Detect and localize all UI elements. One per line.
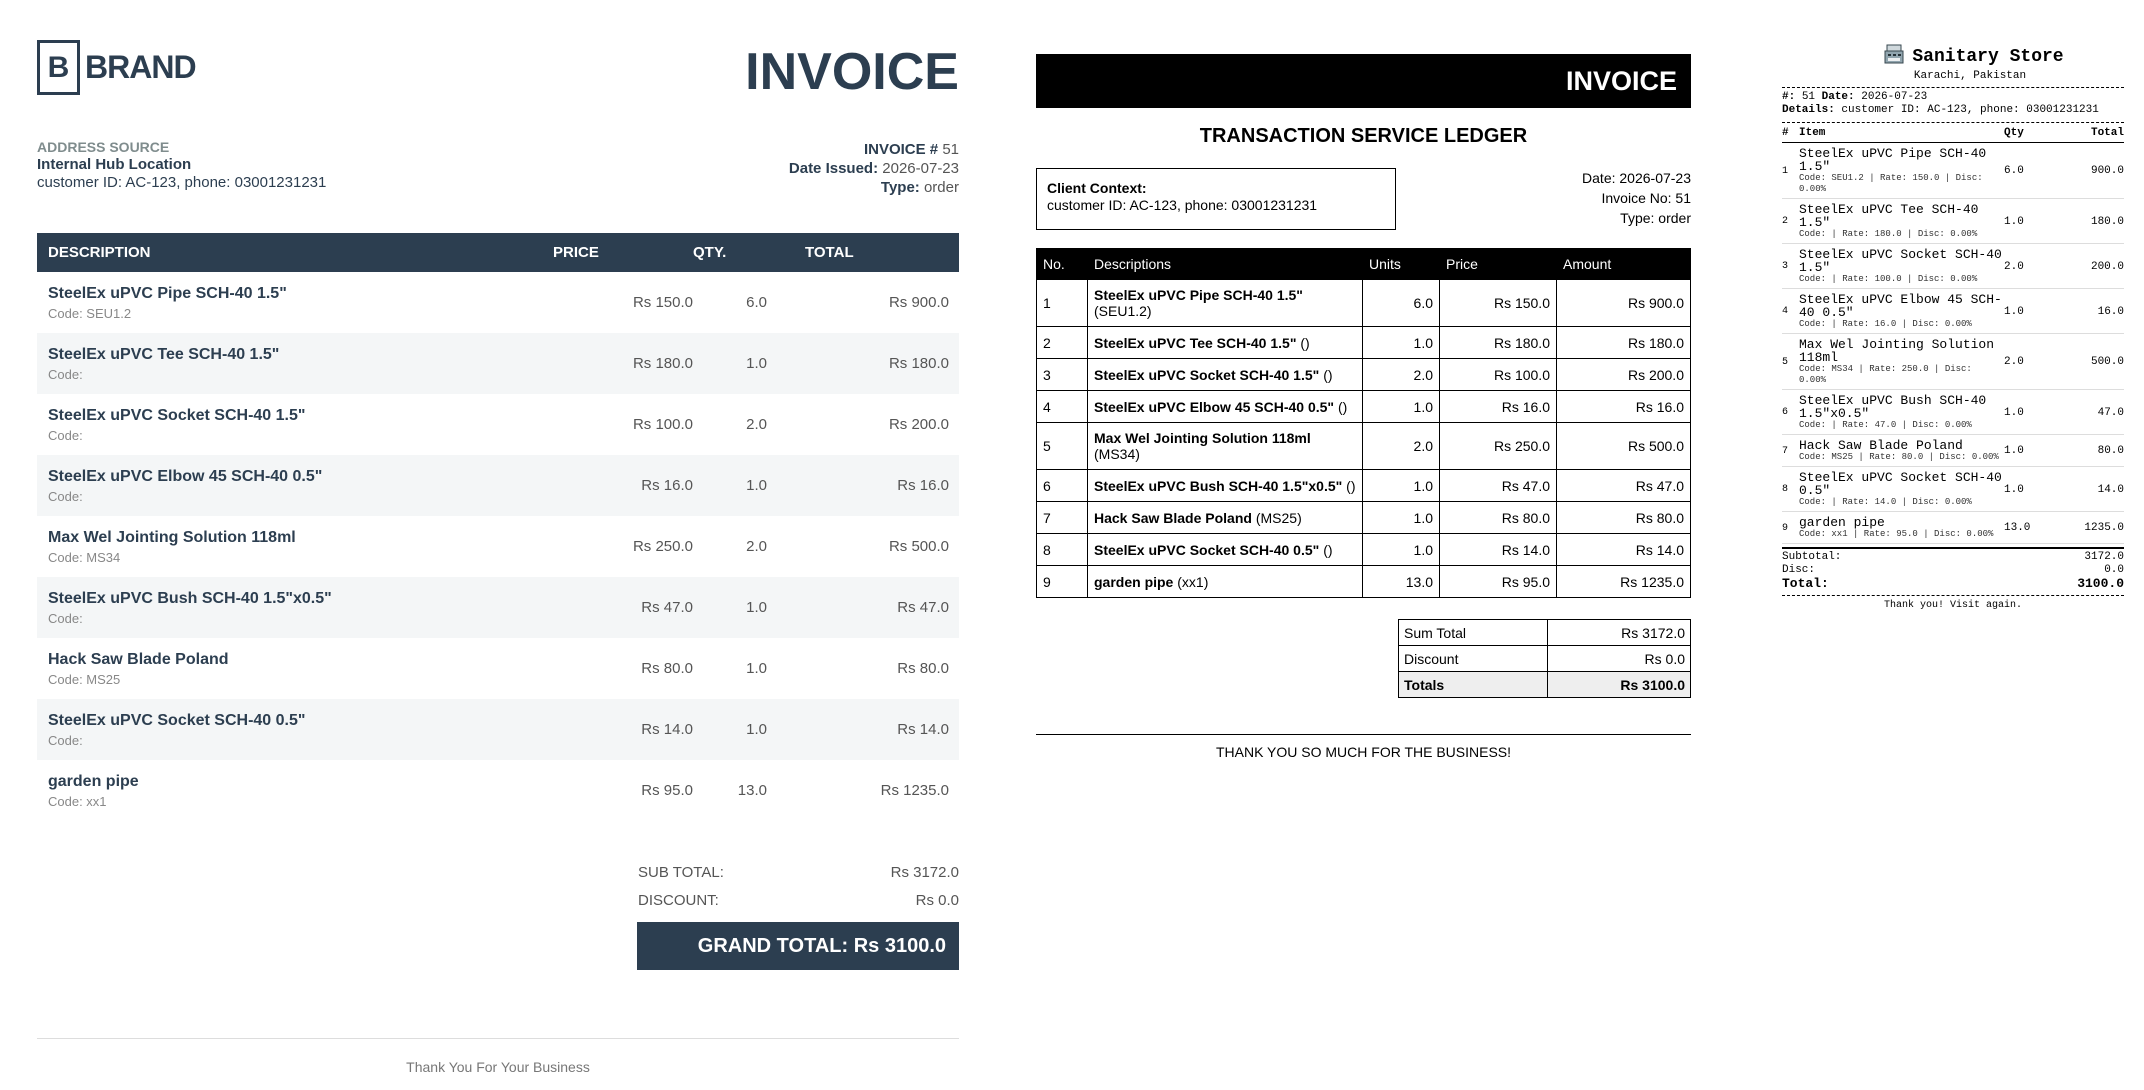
- table-row: [37, 333, 959, 394]
- item-qty: 2.0: [746, 416, 767, 433]
- item-qty: 1.0: [693, 455, 805, 516]
- item-name: SteelEx uPVC Pipe SCH-40 1.5": [1799, 146, 1987, 174]
- table-row: [37, 516, 959, 577]
- item-name: SteelEx uPVC Bush SCH-40 1.5"x0.5": [48, 589, 332, 607]
- item-amount: Rs 16.0: [1557, 391, 1691, 423]
- divider: [1782, 122, 2124, 123]
- ledger-type: Type: order: [1620, 210, 1691, 226]
- invoice-title: INVOICE: [745, 43, 959, 101]
- item-total: Rs 1235.0: [880, 782, 949, 799]
- item-name: SteelEx uPVC Elbow 45 SCH-40 0.5": [1094, 398, 1335, 415]
- item-code: Code: MS34: [48, 549, 121, 565]
- item-name: SteelEx uPVC Tee SCH-40 1.5": [1094, 334, 1297, 351]
- item-name: SteelEx uPVC Pipe SCH-40 1.5": [48, 284, 287, 302]
- invoice-number: 51: [942, 141, 959, 158]
- totals-block: [637, 858, 959, 970]
- disc-value: 0.0: [2104, 564, 2124, 576]
- col-qty: Qty: [2004, 126, 2054, 143]
- item-qty: 1.0: [2004, 390, 2054, 435]
- brand-name: BRAND: [85, 49, 196, 85]
- item-name: garden pipe: [1094, 573, 1174, 590]
- table-header: [1037, 249, 1691, 280]
- sum-row: [1399, 620, 1691, 646]
- divider: [1782, 87, 2124, 88]
- row-no: 8: [1037, 534, 1088, 566]
- col-price: Price: [1440, 249, 1557, 280]
- receipt-no: 51: [1801, 91, 1816, 103]
- item-details: Code: SEU1.2 | Rate: 150.0 | Disc: 0.00%: [1799, 173, 1983, 194]
- item-code: (): [1300, 334, 1310, 351]
- discount-value: Rs 0.0: [915, 891, 959, 909]
- item-total: 16.0: [2054, 289, 2124, 334]
- item-price: Rs 80.0: [641, 660, 693, 677]
- row-no: 2: [1037, 327, 1088, 359]
- row-no: 4: [1037, 391, 1088, 423]
- item-code: (MS25): [1255, 509, 1302, 526]
- totals-value: Rs 3100.0: [1548, 672, 1691, 698]
- invoice-type: order: [923, 179, 959, 196]
- row-no: 6: [1037, 470, 1088, 502]
- item-price: Rs 16.0: [1440, 391, 1557, 423]
- table-row: [37, 638, 959, 699]
- item-price: Rs 95.0: [641, 782, 693, 799]
- item-total: 900.0: [2054, 143, 2124, 199]
- discount-row: [1399, 646, 1691, 672]
- item-amount: Rs 80.0: [1557, 502, 1691, 534]
- date-label: Date Issued:: [788, 160, 879, 177]
- item-total: 200.0: [2054, 244, 2124, 289]
- disc-label: Disc:: [1782, 564, 1816, 576]
- store-location: Karachi, Pakistan: [1913, 70, 2027, 82]
- item-units: 1.0: [1363, 391, 1440, 423]
- table-header: [37, 233, 959, 272]
- item-total: Rs 500.0: [888, 538, 949, 555]
- row-no: 9: [1782, 512, 1799, 544]
- item-qty: 1.0: [693, 699, 805, 760]
- item-price: Rs 150.0: [1440, 280, 1557, 327]
- item-amount: Rs 180.0: [1557, 327, 1691, 359]
- item-details: Code: | Rate: 14.0 | Disc: 0.00%: [1799, 497, 1972, 507]
- item-name: garden pipe: [1799, 515, 1885, 530]
- col-description: DESCRIPTION: [37, 233, 553, 272]
- invoice-brand: [37, 38, 959, 1075]
- col-descriptions: Descriptions: [1088, 249, 1363, 280]
- item-units: 1.0: [1363, 502, 1440, 534]
- table-row: [1782, 289, 2124, 334]
- sum-value: Rs 3172.0: [1548, 620, 1691, 646]
- divider: [1782, 595, 2124, 596]
- item-units: 1.0: [1363, 534, 1440, 566]
- subtotal-value: Rs 3172.0: [890, 863, 959, 881]
- ledger-date: Date: 2026-07-23: [1582, 170, 1691, 186]
- table-row: [1037, 534, 1691, 566]
- row-no: 5: [1782, 334, 1799, 390]
- item-code: (): [1323, 541, 1333, 558]
- item-qty: 6.0: [2004, 143, 2054, 199]
- row-no: 1: [1782, 143, 1799, 199]
- item-code: (xx1): [1177, 573, 1209, 590]
- item-qty: 1.0: [746, 660, 767, 677]
- row-no: 9: [1037, 566, 1088, 598]
- table-row: [1782, 244, 2124, 289]
- table-row: [37, 760, 959, 821]
- client-label: Client Context:: [1047, 180, 1147, 196]
- receipt: [1782, 44, 2124, 611]
- item-details: Code: | Rate: 100.0 | Disc: 0.00%: [1799, 274, 1978, 284]
- item-qty: 1.0: [2004, 199, 2054, 244]
- item-qty: 1.0: [2004, 467, 2054, 512]
- table-row: [1782, 467, 2124, 512]
- item-code: (): [1337, 398, 1348, 415]
- item-total: Rs 16.0: [805, 455, 959, 516]
- item-total: Rs 180.0: [805, 333, 959, 394]
- item-units: 2.0: [1363, 359, 1440, 391]
- receipt-details: customer ID: AC-123, phone: 03001231231: [1841, 104, 2099, 116]
- row-no: 7: [1037, 502, 1088, 534]
- item-total: Rs 200.0: [888, 416, 949, 433]
- item-total: 14.0: [2054, 467, 2124, 512]
- item-name: Hack Saw Blade Poland: [1094, 509, 1252, 526]
- client-box: [1036, 168, 1396, 230]
- item-name: garden pipe: [48, 772, 139, 790]
- item-name: SteelEx uPVC Socket SCH-40 0.5": [1094, 541, 1320, 558]
- totals-row: [1399, 672, 1691, 698]
- item-total: 1235.0: [2054, 512, 2124, 544]
- discount-label: DISCOUNT:: [638, 891, 719, 909]
- item-name: SteelEx uPVC Socket SCH-40 0.5": [1799, 470, 2002, 498]
- ledger-table: [1036, 248, 1691, 598]
- col-total: TOTAL: [805, 233, 959, 272]
- row-no: 5: [1037, 423, 1088, 470]
- item-name: Max Wel Jointing Solution 118ml: [1799, 337, 1995, 365]
- item-price: Rs 100.0: [632, 416, 693, 433]
- item-code: Code: SEU1.2: [48, 305, 132, 321]
- table-row: [37, 394, 959, 455]
- item-code: Code: xx1: [48, 793, 107, 809]
- item-units: 13.0: [1363, 566, 1440, 598]
- item-name: Hack Saw Blade Poland: [1799, 438, 1963, 453]
- table-row: [37, 577, 959, 638]
- discount-label: Discount: [1399, 646, 1548, 672]
- item-qty: 1.0: [693, 577, 805, 638]
- col-total: Total: [2054, 126, 2124, 143]
- row-no: 3: [1782, 244, 1799, 289]
- item-name: SteelEx uPVC Elbow 45 SCH-40 0.5": [48, 467, 323, 485]
- table-row: [1037, 470, 1691, 502]
- table-row: [1782, 199, 2124, 244]
- item-units: 2.0: [1363, 423, 1440, 470]
- grand-total: GRAND TOTAL: Rs 3100.0: [637, 922, 959, 970]
- item-price: Rs 80.0: [1440, 502, 1557, 534]
- receipt-thanks: Thank you! Visit again.: [1883, 600, 2023, 611]
- item-name: SteelEx uPVC Tee SCH-40 1.5": [48, 345, 280, 363]
- receipt-date: 2026-07-23: [1861, 91, 1928, 103]
- item-total: 500.0: [2054, 334, 2124, 390]
- row-no: 6: [1782, 390, 1799, 435]
- receipt-header: [1824, 44, 2124, 69]
- item-name: Max Wel Jointing Solution 118ml: [1094, 430, 1311, 446]
- subtotal-label: SUB TOTAL:: [638, 863, 724, 881]
- receipt-totals: [1782, 547, 2124, 590]
- item-name: SteelEx uPVC Socket SCH-40 1.5": [1094, 366, 1320, 383]
- item-name: SteelEx uPVC Elbow 45 SCH-40 0.5": [1799, 292, 2002, 320]
- item-price: Rs 250.0: [1440, 423, 1557, 470]
- table-row: [1037, 423, 1691, 470]
- table-row: [37, 455, 959, 516]
- item-price: Rs 100.0: [1440, 359, 1557, 391]
- item-qty: 13.0: [2004, 512, 2054, 544]
- date-issued: 2026-07-23: [882, 160, 959, 177]
- item-name: Max Wel Jointing Solution 118ml: [48, 528, 296, 546]
- ledger-title-bar: INVOICE: [1036, 54, 1691, 108]
- col-price: PRICE: [553, 233, 693, 272]
- sum-label: Sum Total: [1399, 620, 1548, 646]
- receipt-table: [1782, 126, 2124, 544]
- ledger-meta: [1582, 168, 1691, 228]
- table-row: [1037, 566, 1691, 598]
- item-price: Rs 95.0: [1440, 566, 1557, 598]
- table-header: [1782, 126, 2124, 143]
- receipt-meta: [1782, 91, 2124, 117]
- item-amount: Rs 200.0: [1557, 359, 1691, 391]
- item-details: Code: xx1 | Rate: 95.0 | Disc: 0.00%: [1799, 529, 1994, 539]
- item-details: Code: | Rate: 16.0 | Disc: 0.00%: [1799, 319, 1972, 329]
- item-price: Rs 250.0: [632, 538, 693, 555]
- item-code: Code: MS25: [48, 671, 121, 687]
- item-price: Rs 150.0: [632, 294, 693, 311]
- item-code: Code:: [48, 488, 83, 504]
- invoice-number-label: INVOICE #: [863, 141, 939, 158]
- table-row: [1782, 512, 2124, 544]
- subtotal-label: Subtotal:: [1782, 551, 1842, 563]
- client-info: customer ID: AC-123, phone: 03001231231: [1047, 197, 1318, 213]
- item-qty: 1.0: [2004, 289, 2054, 334]
- cash-register-icon: [1884, 44, 1904, 69]
- item-price: Rs 180.0: [553, 333, 693, 394]
- item-details: Code: MS25 | Rate: 80.0 | Disc: 0.00%: [1799, 452, 1999, 462]
- table-row: [1037, 359, 1691, 391]
- item-amount: Rs 14.0: [1557, 534, 1691, 566]
- item-name: SteelEx uPVC Bush SCH-40 1.5"x0.5": [1799, 393, 1987, 421]
- item-units: 1.0: [1363, 327, 1440, 359]
- invoice-ledger: [1036, 54, 1691, 760]
- ledger-totals: [1398, 619, 1691, 698]
- receipt-no-label: #:: [1782, 91, 1796, 103]
- type-label: Type:: [880, 179, 920, 196]
- total-value: 3100.0: [2077, 576, 2124, 591]
- item-code: (MS34): [1094, 446, 1140, 462]
- ledger-footer: THANK YOU SO MUCH FOR THE BUSINESS!: [1036, 734, 1691, 760]
- item-amount: Rs 47.0: [1557, 470, 1691, 502]
- item-total: Rs 900.0: [888, 294, 949, 311]
- invoice-meta: [789, 140, 959, 197]
- item-name: SteelEx uPVC Socket SCH-40 1.5": [1799, 247, 2002, 275]
- item-qty: 2.0: [2004, 334, 2054, 390]
- table-row: [37, 699, 959, 760]
- item-details: Code: MS34 | Rate: 250.0 | Disc: 0.00%: [1799, 364, 1972, 385]
- item-code: Code:: [48, 427, 83, 443]
- item-units: 1.0: [1363, 470, 1440, 502]
- items-table: [37, 233, 959, 821]
- table-row: [1037, 327, 1691, 359]
- item-details: Code: | Rate: 47.0 | Disc: 0.00%: [1799, 420, 1972, 430]
- item-total: Rs 47.0: [805, 577, 959, 638]
- table-row: [1782, 334, 2124, 390]
- ledger-invoice-no: Invoice No: 51: [1601, 190, 1691, 206]
- row-no: 3: [1037, 359, 1088, 391]
- col-amount: Amount: [1557, 249, 1691, 280]
- table-row: [37, 272, 959, 333]
- item-amount: Rs 900.0: [1557, 280, 1691, 327]
- row-no: 7: [1782, 435, 1799, 467]
- row-no: 4: [1782, 289, 1799, 334]
- item-qty: 6.0: [746, 294, 767, 311]
- table-row: [1037, 391, 1691, 423]
- item-code: (SEU1.2): [1094, 303, 1152, 319]
- table-row: [1782, 143, 2124, 199]
- item-name: SteelEx uPVC Tee SCH-40 1.5": [1799, 202, 1979, 230]
- item-qty: 1.0: [693, 333, 805, 394]
- totals-label: Totals: [1399, 672, 1548, 698]
- item-price: Rs 47.0: [553, 577, 693, 638]
- total-label: Total:: [1782, 576, 1829, 591]
- item-code: (): [1323, 366, 1333, 383]
- item-units: 6.0: [1363, 280, 1440, 327]
- col-units: Units: [1363, 249, 1440, 280]
- item-price: Rs 14.0: [553, 699, 693, 760]
- item-total: Rs 14.0: [805, 699, 959, 760]
- discount-value: Rs 0.0: [1548, 646, 1691, 672]
- table-row: [1782, 435, 2124, 467]
- customer-info: customer ID: AC-123, phone: 03001231231: [37, 174, 327, 191]
- item-code: Code:: [48, 732, 83, 748]
- item-qty: 1.0: [2004, 435, 2054, 467]
- table-row: [1037, 502, 1691, 534]
- row-no: 8: [1782, 467, 1799, 512]
- table-row: [1037, 280, 1691, 327]
- brand-letter: B: [37, 40, 80, 95]
- receipt-details-label: Details:: [1782, 104, 1835, 116]
- item-name: SteelEx uPVC Socket SCH-40 1.5": [48, 406, 306, 424]
- item-name: SteelEx uPVC Socket SCH-40 0.5": [48, 711, 306, 729]
- item-qty: 2.0: [746, 538, 767, 555]
- item-name: SteelEx uPVC Bush SCH-40 1.5"x0.5": [1094, 477, 1343, 494]
- item-total: 180.0: [2054, 199, 2124, 244]
- item-code: Code:: [48, 610, 83, 626]
- store-name: Sanitary Store: [1912, 46, 2064, 67]
- receipt-date-label: Date:: [1821, 91, 1855, 103]
- item-price: Rs 14.0: [1440, 534, 1557, 566]
- item-name: SteelEx uPVC Pipe SCH-40 1.5": [1094, 287, 1303, 303]
- ledger-subtitle: TRANSACTION SERVICE LEDGER: [1199, 125, 1528, 147]
- col-no: #: [1782, 126, 1799, 143]
- item-total: 47.0: [2054, 390, 2124, 435]
- address-block: [37, 138, 326, 192]
- row-no: 2: [1782, 199, 1799, 244]
- item-amount: Rs 500.0: [1557, 423, 1691, 470]
- item-price: Rs 16.0: [553, 455, 693, 516]
- subtotal-value: 3172.0: [2084, 551, 2124, 563]
- col-qty: QTY.: [693, 233, 805, 272]
- table-row: [1782, 390, 2124, 435]
- item-price: Rs 47.0: [1440, 470, 1557, 502]
- item-total: 80.0: [2054, 435, 2124, 467]
- item-total: Rs 80.0: [897, 660, 949, 677]
- item-details: Code: | Rate: 180.0 | Disc: 0.00%: [1799, 229, 1978, 239]
- item-qty: 13.0: [737, 782, 767, 799]
- item-price: Rs 180.0: [1440, 327, 1557, 359]
- item-name: Hack Saw Blade Poland: [48, 650, 229, 668]
- item-code: Code:: [48, 366, 83, 382]
- item-amount: Rs 1235.0: [1557, 566, 1691, 598]
- item-code: (): [1346, 477, 1356, 494]
- address-location: Internal Hub Location: [37, 156, 192, 173]
- col-item: Item: [1799, 126, 2004, 143]
- invoice-footer: Thank You For Your Business: [37, 1038, 959, 1075]
- address-label: ADDRESS SOURCE: [37, 139, 170, 155]
- item-qty: 2.0: [2004, 244, 2054, 289]
- row-no: 1: [1037, 280, 1088, 327]
- col-no: No.: [1037, 249, 1088, 280]
